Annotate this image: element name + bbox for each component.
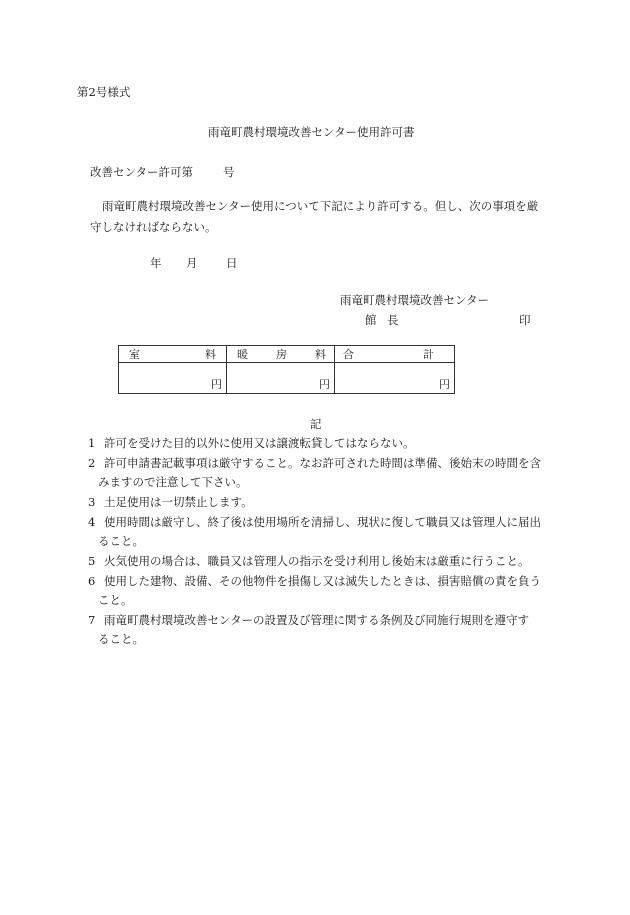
seal-mark: 印 xyxy=(519,313,531,327)
permit-number-label: 改善センター許可第 xyxy=(90,165,194,179)
room-fee-header: 室 料 xyxy=(119,346,227,363)
rule-item xyxy=(88,454,558,492)
rule-item xyxy=(88,493,558,512)
fee-table-header-row xyxy=(119,346,455,363)
director-title-2: 長 xyxy=(387,313,399,327)
rule-number: 4 xyxy=(88,515,96,529)
rule-text-continued: こと。 xyxy=(98,593,133,607)
rule-number: 3 xyxy=(88,495,96,509)
fee-table-value-row xyxy=(119,363,455,394)
rule-text: 雨竜町農村環境改善センターの設置及び管理に関する条例及び同施行規則を遵守す xyxy=(104,613,530,627)
rule-text: 火気使用の場合は、職員又は管理人の指示を受け利用し後始末は厳重に行うこと。 xyxy=(104,554,530,568)
rule-text: 土足使用は一切禁止します。 xyxy=(104,495,253,509)
director-line xyxy=(365,312,535,328)
rule-number: 7 xyxy=(88,613,96,627)
date-line xyxy=(150,255,238,271)
date-month: 月 xyxy=(186,256,198,270)
rule-text-continued: みますので注意して下さい。 xyxy=(98,475,248,489)
rule-text: 使用時間は厳守し、終了後は使用場所を清掃し、現状に復して職員又は管理人に届出 xyxy=(104,515,541,529)
total-header: 合 計 xyxy=(335,346,455,363)
rule-text: 使用した建物、設備、その他物件を損傷し又は滅失したときは、損害賠償の責を負う xyxy=(104,574,541,588)
date-day: 日 xyxy=(226,256,238,270)
heating-fee-value: 円 xyxy=(227,363,335,394)
rule-item xyxy=(88,513,558,551)
permit-number-line xyxy=(90,164,235,180)
rule-item xyxy=(88,434,558,453)
rule-number: 1 xyxy=(88,436,96,450)
director-title-1: 館 xyxy=(365,313,377,327)
rule-item xyxy=(88,611,558,649)
date-year: 年 xyxy=(150,256,162,270)
intro-line-1: 雨竜町農村環境改善センター使用について下記により許可する。但し、次の事項を厳 xyxy=(102,199,539,213)
document-title: 雨竜町農村環境改善センター使用許可書 xyxy=(208,125,415,139)
rule-item xyxy=(88,552,558,571)
permit-number-suffix: 号 xyxy=(223,165,235,179)
rule-text-continued: ること。 xyxy=(98,534,144,548)
intro-line-2: 守しなければならない。 xyxy=(90,220,217,234)
rule-item xyxy=(88,572,558,610)
intro-paragraph xyxy=(90,196,560,238)
rule-text-continued: ること。 xyxy=(98,632,144,646)
record-heading: 記 xyxy=(310,417,322,431)
form-number: 第2号様式 xyxy=(77,85,131,99)
rule-text: 許可を受けた目的以外に使用又は譲渡転貸してはならない。 xyxy=(104,436,415,450)
total-value: 円 xyxy=(335,363,455,394)
issuer-name: 雨竜町農村環境改善センター xyxy=(340,293,490,307)
rule-text: 許可申請書記載事項は厳守すること。なお許可された時間は準備、後始末の時間を含 xyxy=(104,456,541,470)
fee-table xyxy=(118,345,455,394)
room-fee-value: 円 xyxy=(119,363,227,394)
rules-list xyxy=(88,434,558,650)
rule-number: 2 xyxy=(88,456,96,470)
heating-fee-header: 暖 房 料 xyxy=(227,346,335,363)
rule-number: 5 xyxy=(88,554,96,568)
rule-number: 6 xyxy=(88,574,96,588)
